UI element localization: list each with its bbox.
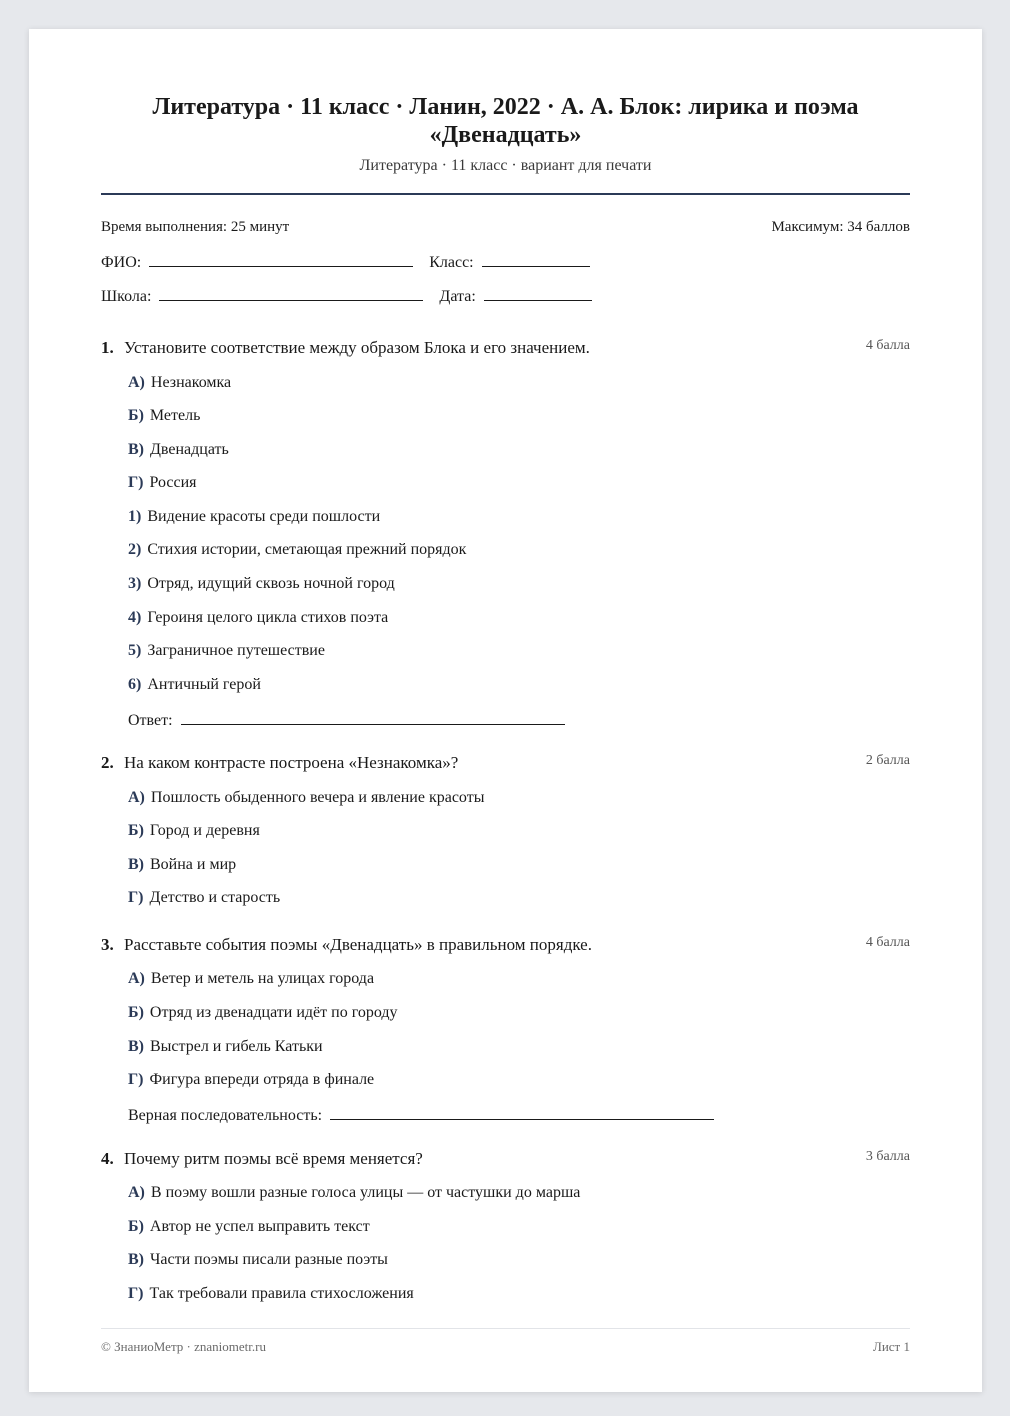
option-label: 3) bbox=[128, 575, 142, 592]
option-text: Ветер и метель на улицах города bbox=[150, 970, 375, 987]
option-label: А) bbox=[128, 1184, 145, 1201]
option[interactable] bbox=[128, 789, 484, 807]
option-label: В) bbox=[128, 441, 144, 458]
option[interactable] bbox=[128, 1285, 414, 1303]
option-text: Незнакомка bbox=[150, 374, 232, 391]
option[interactable] bbox=[128, 1071, 374, 1089]
question-points: 3 балла bbox=[865, 1149, 910, 1164]
page-subtitle: Литература · 11 класс · вариант для печати bbox=[359, 157, 652, 174]
option-text: В поэму вошли разные голоса улицы — от частушки до марша bbox=[150, 1184, 581, 1201]
option-text: Двенадцать bbox=[150, 441, 229, 458]
sheet-number: Лист 1 bbox=[873, 1339, 910, 1354]
option-label: Б) bbox=[128, 822, 144, 839]
option[interactable] bbox=[128, 575, 395, 593]
option-text: Заграничное путешествие bbox=[147, 642, 325, 659]
meta-row bbox=[101, 219, 910, 236]
option-text: Детство и старость bbox=[149, 889, 281, 906]
option-label: А) bbox=[128, 970, 145, 987]
option[interactable] bbox=[128, 609, 388, 627]
question-number: 1. bbox=[101, 338, 114, 357]
max-score: Максимум: 34 баллов bbox=[771, 219, 910, 235]
option[interactable] bbox=[128, 642, 325, 660]
option[interactable] bbox=[128, 407, 200, 425]
footer-divider bbox=[101, 1328, 910, 1329]
option-text: Античный герой bbox=[147, 676, 261, 693]
question-text: На каком контрасте построена «Незнакомка»? bbox=[124, 753, 459, 772]
option-label: 2) bbox=[128, 541, 142, 558]
option-text: Отряд из двенадцати идёт по городу bbox=[149, 1004, 398, 1021]
option-label: В) bbox=[128, 1038, 144, 1055]
option[interactable] bbox=[128, 676, 261, 694]
answer-label: Ответ: bbox=[128, 712, 173, 729]
time-limit: Время выполнения: 25 минут bbox=[101, 219, 290, 235]
option-text: Россия bbox=[149, 474, 197, 491]
question-3 bbox=[101, 935, 910, 955]
class-field[interactable] bbox=[482, 252, 590, 267]
question-number: 2. bbox=[101, 753, 114, 772]
option-text: Видение красоты среди пошлости bbox=[147, 508, 381, 525]
question-number: 3. bbox=[101, 935, 114, 954]
answer-label: Верная последовательность: bbox=[128, 1107, 323, 1124]
option-label: Б) bbox=[128, 1218, 144, 1235]
date-field[interactable] bbox=[484, 286, 592, 301]
option[interactable] bbox=[128, 508, 380, 526]
school-date-row bbox=[101, 286, 592, 306]
option[interactable] bbox=[128, 1251, 388, 1269]
question-points: 4 балла bbox=[865, 338, 910, 353]
option-text: Отряд, идущий сквозь ночной город bbox=[147, 575, 395, 592]
question-points: 2 балла bbox=[865, 753, 910, 768]
option-text: Метель bbox=[149, 407, 201, 424]
option[interactable] bbox=[128, 441, 229, 459]
date-label: Дата: bbox=[439, 288, 476, 305]
option-text: Автор не успел выправить текст bbox=[149, 1218, 370, 1235]
option-text: Пошлость обыденного вечера и явление красоты bbox=[150, 789, 485, 806]
option-text: Героиня целого цикла стихов поэта bbox=[147, 609, 389, 626]
question-text: Установите соответствие между образом Блока и его значением. bbox=[124, 338, 590, 357]
option[interactable] bbox=[128, 970, 374, 988]
option-label: 6) bbox=[128, 676, 142, 693]
question-1 bbox=[101, 338, 910, 358]
answer-row bbox=[128, 710, 565, 730]
option-label: Б) bbox=[128, 1004, 144, 1021]
option[interactable] bbox=[128, 1218, 370, 1236]
option-label: В) bbox=[128, 856, 144, 873]
option[interactable] bbox=[128, 541, 466, 559]
option-label: В) bbox=[128, 1251, 144, 1268]
header-divider bbox=[101, 193, 910, 195]
school-label: Школа: bbox=[101, 288, 152, 305]
option-text: Фигура впереди отряда в финале bbox=[149, 1071, 375, 1088]
question-4 bbox=[101, 1149, 910, 1169]
option[interactable] bbox=[128, 474, 197, 492]
school-field[interactable] bbox=[159, 286, 423, 301]
option-label: 1) bbox=[128, 508, 142, 525]
option[interactable] bbox=[128, 889, 280, 907]
option-label: 5) bbox=[128, 642, 142, 659]
option-text: Война и мир bbox=[150, 856, 237, 873]
option-label: А) bbox=[128, 374, 145, 391]
option-label: Г) bbox=[128, 889, 144, 906]
option-label: Г) bbox=[128, 474, 144, 491]
fio-class-row bbox=[101, 252, 590, 272]
option[interactable] bbox=[128, 856, 236, 874]
worksheet-content bbox=[101, 29, 910, 1392]
option-label: Г) bbox=[128, 1285, 144, 1302]
answer-row bbox=[128, 1105, 714, 1125]
page-footer bbox=[101, 1339, 910, 1355]
question-text: Расставьте события поэмы «Двенадцать» в правильном порядке. bbox=[124, 935, 592, 954]
option-label: А) bbox=[128, 789, 145, 806]
option[interactable] bbox=[128, 1004, 398, 1022]
question-2 bbox=[101, 753, 910, 773]
answer-field[interactable] bbox=[181, 710, 565, 725]
footer-copyright: © ЗнаниоМетр · znaniometr.ru bbox=[101, 1339, 266, 1354]
option-label: 4) bbox=[128, 609, 142, 626]
option-text: Город и деревня bbox=[149, 822, 260, 839]
question-number: 4. bbox=[101, 1149, 114, 1168]
option[interactable] bbox=[128, 1038, 323, 1056]
option-text: Стихия истории, сметающая прежний порядок bbox=[147, 541, 467, 558]
option-text: Так требовали правила стихосложения bbox=[149, 1285, 414, 1302]
page-title: Литература · 11 класс · Ланин, 2022 · А. А. Блок: лирика и поэма «Двенадцать» bbox=[152, 94, 859, 148]
question-points: 4 балла bbox=[865, 935, 910, 950]
question-text: Почему ритм поэмы всё время меняется? bbox=[124, 1149, 423, 1168]
answer-field[interactable] bbox=[330, 1105, 714, 1120]
option-label: Г) bbox=[128, 1071, 144, 1088]
option[interactable] bbox=[128, 374, 231, 392]
option-text: Выстрел и гибель Катьки bbox=[150, 1038, 323, 1055]
option-text: Части поэмы писали разные поэты bbox=[150, 1251, 388, 1268]
option[interactable] bbox=[128, 822, 260, 840]
option-label: Б) bbox=[128, 407, 144, 424]
option[interactable] bbox=[128, 1184, 580, 1202]
fio-field[interactable] bbox=[149, 252, 413, 267]
class-label: Класс: bbox=[429, 254, 474, 271]
worksheet-page bbox=[29, 29, 982, 1392]
fio-label: ФИО: bbox=[101, 254, 142, 271]
